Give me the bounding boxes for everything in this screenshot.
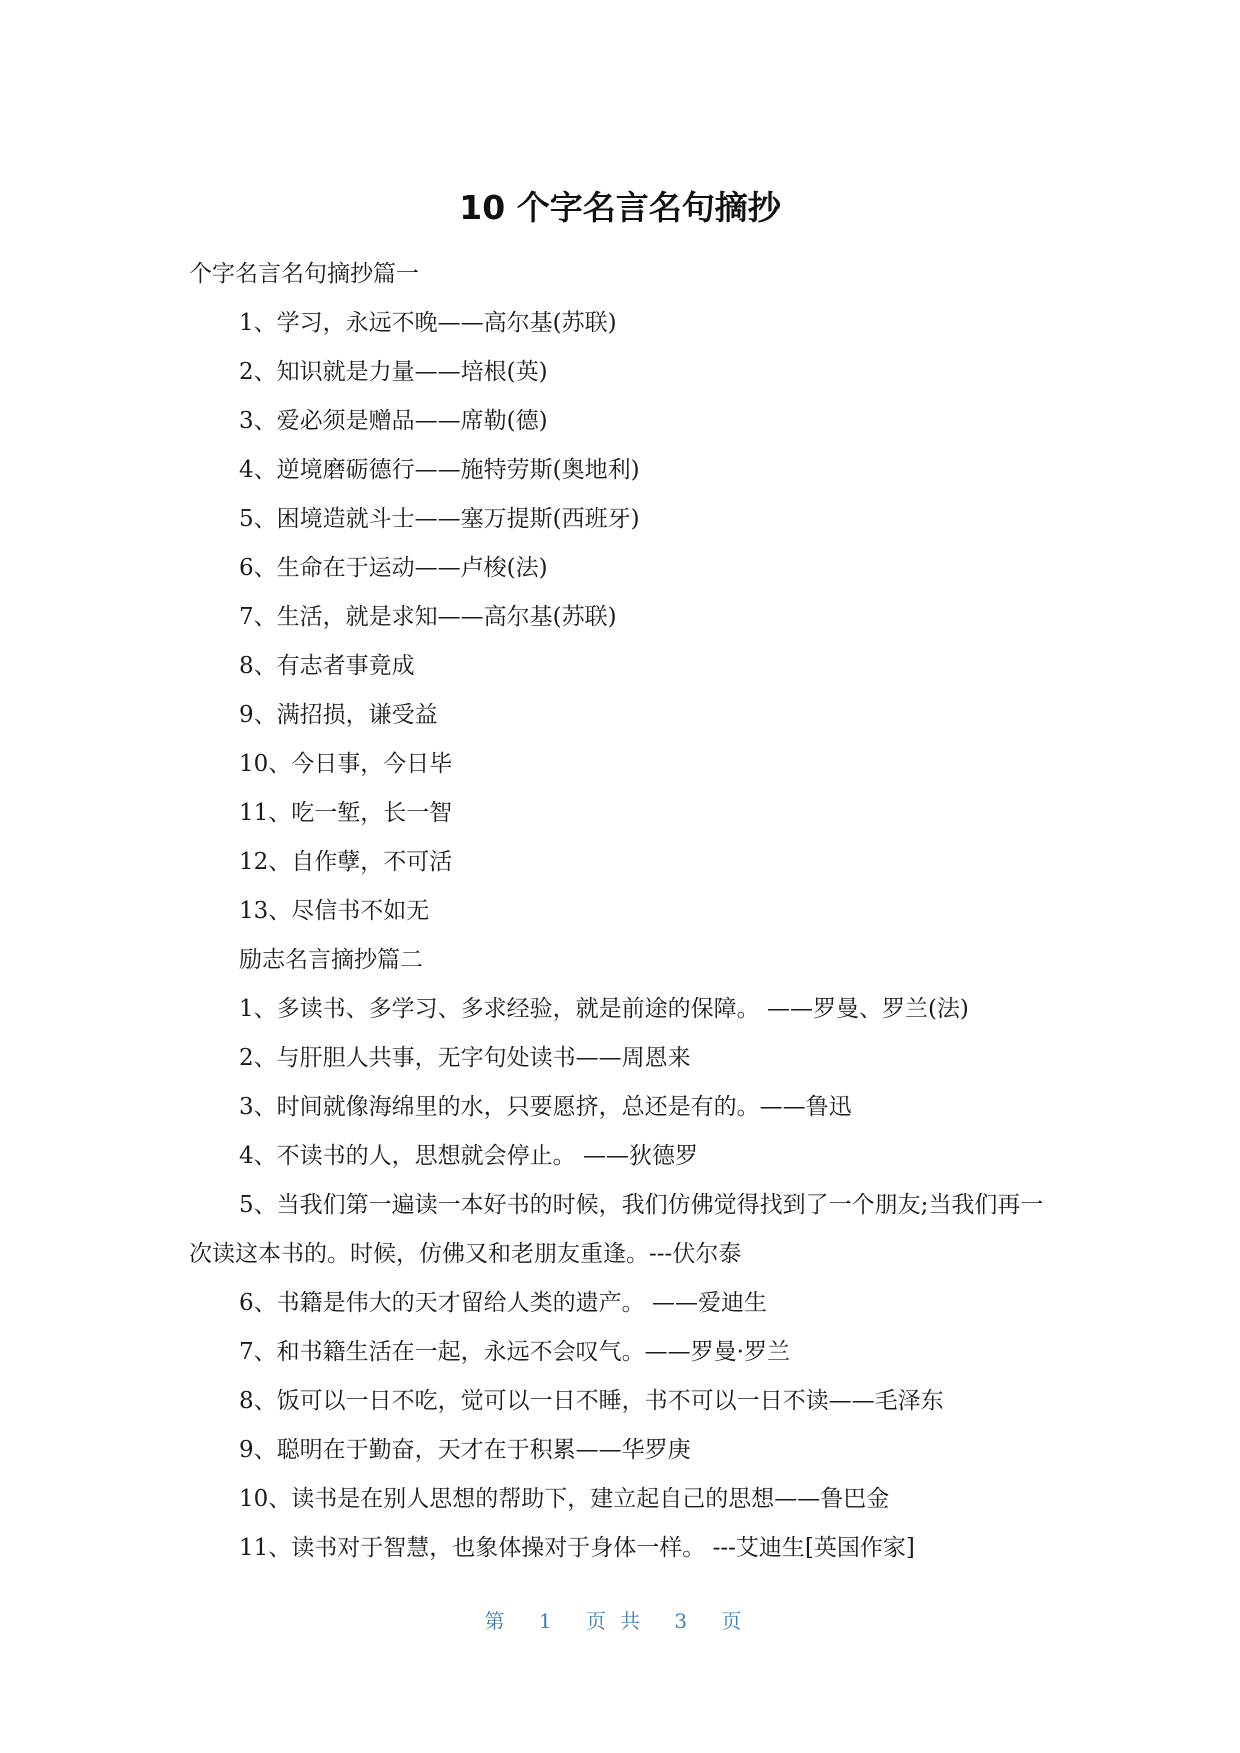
section-heading-2: 励志名言摘抄篇二 [239,947,423,973]
quote-item: 9、聪明在于勤奋，天才在于积累——华罗庚 [239,1437,691,1463]
quote-item: 4、不读书的人，思想就会停止。 ——狄德罗 [239,1143,698,1169]
quote-item: 5、困境造就斗士——塞万提斯(西班牙) [239,506,640,532]
page-number-footer: 第 1 页共 3 页 [484,1609,756,1633]
quote-item: 3、时间就像海绵里的水，只要愿挤，总还是有的。——鲁迅 [239,1094,852,1120]
quote-item: 4、逆境磨砺德行——施特劳斯(奥地利) [239,457,640,483]
quote-item: 8、有志者事竟成 [239,653,415,679]
quote-item: 8、饭可以一日不吃，觉可以一日不睡，书不可以一日不读——毛泽东 [239,1388,944,1414]
quote-item: 1、多读书、多学习、多求经验，就是前途的保障。 ——罗曼、罗兰(法) [239,996,969,1022]
quote-item: 10、读书是在别人思想的帮助下，建立起自己的思想——鲁巴金 [239,1486,890,1512]
document-title: 10 个字名言名句摘抄 [459,188,781,227]
quote-item: 2、与肝胆人共事，无字句处读书——周恩来 [239,1045,691,1071]
quote-item: 11、读书对于智慧，也象体操对于身体一样。 ---艾迪生[英国作家] [239,1535,915,1561]
quote-item: 3、爱必须是赠品——席勒(德) [239,408,548,434]
quote-item: 6、书籍是伟大的天才留给人类的遗产。 ——爱迪生 [239,1290,767,1316]
section-heading-1: 个字名言名句摘抄篇一 [189,261,419,287]
quote-item: 7、生活，就是求知——高尔基(苏联) [239,604,617,630]
quote-item: 12、自作孽，不可活 [239,849,453,875]
quote-item: 2、知识就是力量——培根(英) [239,359,548,385]
quote-item: 1、学习，永远不晚——高尔基(苏联) [239,310,617,336]
document-body [189,250,1049,1573]
quote-item: 11、吃一堑，长一智 [239,800,453,826]
quote-item: 10、今日事，今日毕 [239,751,453,777]
quote-item: 7、和书籍生活在一起，永远不会叹气。——罗曼·罗兰 [239,1339,790,1365]
quote-item: 6、生命在于运动——卢梭(法) [239,555,548,581]
quote-item: 9、满招损，谦受益 [239,702,438,728]
quote-item: 13、尽信书不如无 [239,898,430,924]
quote-item-multiline: 5、当我们第一遍读一本好书的时候，我们仿佛觉得找到了一个朋友;当我们再一次读这本书的。时候，仿佛又和老朋友重逢。---伏尔泰 [189,1192,1044,1267]
